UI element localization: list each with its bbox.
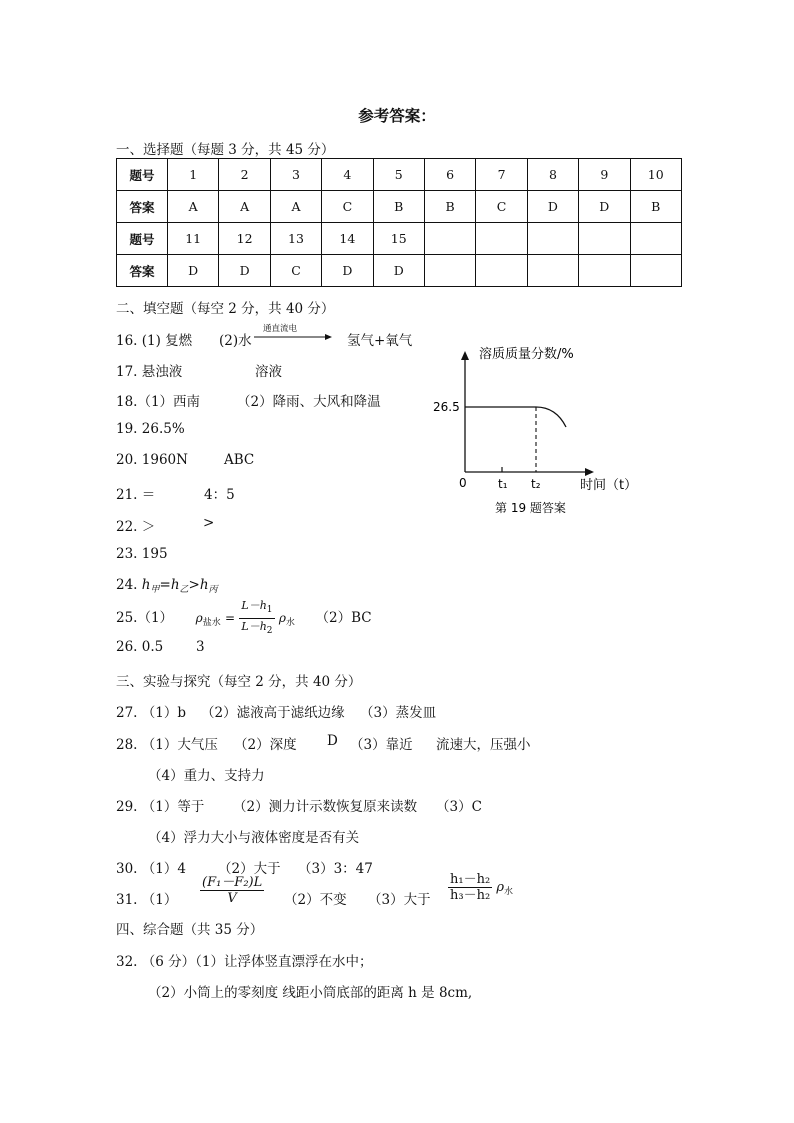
table-cell: 9 [579,159,630,191]
graph-t1: t₁ [498,477,508,491]
q17-part2: 溶液 [255,364,282,380]
q25-answer: 25.（1） $\rho_{盐水}$ = $\frac{L-h_1}{L-h_2}$ $\rho_水$ （2）BC [116,599,372,636]
graph-t2: t₂ [531,477,541,491]
table-row-header: 答案 [117,255,168,287]
q23-answer: 23. 195 [116,546,168,562]
page-title: 参考答案： [358,107,436,125]
table-cell [476,223,527,255]
q24-answer: 24. $h_甲=h_乙>h_丙$ [116,577,218,595]
q28-part1: 28. （1）大气压 [116,737,218,753]
answer-table [116,158,682,287]
q31-fraction1: $\frac{\text{(F₁－F₂)L}}{V}$ [202,875,263,906]
q26-part1: 26. 0.5 [116,639,164,655]
q18-part1: 18.（1）西南 [116,394,201,410]
q18-part2: （2）降雨、大风和降温 [237,394,381,410]
q30-part3: （3）3：47 [298,861,373,877]
graph-caption: 第 19 题答案 [495,501,566,515]
table-row-header: 题号 [117,223,168,255]
table-row-header: 题号 [117,159,168,191]
table-cell: 5 [373,159,424,191]
q28-part5: 流速大，压强小 [436,737,531,753]
table-cell: B [373,191,424,223]
table-cell: A [168,191,219,223]
x-axis-arrow-icon [585,468,594,476]
q31-part1: 31. （1） [116,892,178,908]
table-cell: D [579,191,630,223]
table-cell: D [527,191,578,223]
table-cell [630,223,681,255]
q30-part2: （2）大于 [218,861,281,877]
solution-graph [430,335,650,520]
q27-part3: （3）蒸发皿 [360,705,437,721]
table-cell: 7 [476,159,527,191]
q30-part1: 30. （1）4 [116,861,186,877]
q29-part2: （2）测力计示数恢复原来读数 [233,799,418,815]
q20-part2: ABC [224,452,255,468]
q31-part3: （3）大于 [368,892,431,908]
table-cell: C [270,255,321,287]
table-cell: A [270,191,321,223]
q28-part3: D [327,733,338,749]
table-cell: 6 [424,159,475,191]
table-cell: A [219,191,270,223]
q22-part2: > [203,515,215,531]
table-row [117,255,682,287]
table-cell: 1 [168,159,219,191]
table-cell [527,223,578,255]
decline-curve [536,407,566,427]
table-cell [527,255,578,287]
table-cell [476,255,527,287]
graph-origin: 0 [459,476,467,490]
q26-part2: 3 [196,639,205,655]
table-cell: 2 [219,159,270,191]
table-cell: 4 [322,159,373,191]
table-cell: D [373,255,424,287]
q31-fraction2: $\frac{\text{h₁－h₂}}{\text{h₃－h₂}}$ $\rho_水$ [450,872,513,903]
table-cell: 14 [322,223,373,255]
graph-xlabel: 时间（t） [580,478,638,493]
q22-part1: 22. ＞ [116,519,156,535]
table-cell: B [424,191,475,223]
q28-part4: （3）靠近 [350,737,413,753]
table-cell: 10 [630,159,681,191]
table-cell: 12 [219,223,270,255]
table-row [117,191,682,223]
graph-y-value: 26.5 [433,400,460,414]
table-row [117,223,682,255]
q16-arrow-label: 通直流电 [263,324,298,334]
table-row-header: 答案 [117,191,168,223]
table-cell [579,255,630,287]
table-cell: 3 [270,159,321,191]
q16-part2: (2)水 [219,333,252,349]
table-cell: C [322,191,373,223]
section-heading-choice: 一、选择题（每题 3 分，共 45 分） [116,142,335,158]
q28-part2: （2）深度 [234,737,297,753]
table-row [117,159,682,191]
q29-part4: （4）浮力大小与液体密度是否有关 [148,830,360,846]
section-heading-comprehensive: 四、综合题（共 35 分） [116,922,264,938]
table-cell: D [219,255,270,287]
q16-part1: 16. (1) 复燃 [116,333,193,349]
q32-part1: 32. （6 分）（1）让浮体竖直漂浮在水中； [116,954,373,970]
q31-part2: （2）不变 [284,892,347,908]
q19-answer: 19. 26.5% [116,421,185,437]
table-cell: 8 [527,159,578,191]
q32-part2: （2）小筒上的零刻度 线距小筒底部的距离 h 是 8cm, [148,985,473,1001]
table-cell: D [322,255,373,287]
table-cell: B [630,191,681,223]
table-cell: 13 [270,223,321,255]
q17-part1: 17. 悬浊液 [116,364,183,380]
table-cell [424,223,475,255]
q29-part1: 29. （1）等于 [116,799,205,815]
table-cell: D [168,255,219,287]
q16-part3: 氢气+氧气 [347,333,413,349]
q28-part6: （4）重力、支持力 [148,768,265,784]
table-cell [579,223,630,255]
table-cell: 11 [168,223,219,255]
q27-part2: （2）滤液高于滤纸边缘 [201,705,345,721]
reaction-arrow-icon [252,332,334,342]
y-axis-arrow-icon [461,351,469,360]
q20-part1: 20. 1960N [116,452,188,468]
q29-part3: （3）C [436,799,482,815]
q27-part1: 27. （1）b [116,705,186,721]
table-cell: 15 [373,223,424,255]
table-cell [424,255,475,287]
q21-part1: 21. ＝ [116,487,156,503]
table-cell: C [476,191,527,223]
q21-part2: 4：5 [204,487,235,503]
section-heading-fill: 二、填空题（每空 2 分，共 40 分） [116,301,335,317]
section-heading-experiment: 三、实验与探究（每空 2 分，共 40 分） [116,674,362,690]
graph-ylabel: 溶质质量分数/% [479,347,574,362]
table-cell [630,255,681,287]
